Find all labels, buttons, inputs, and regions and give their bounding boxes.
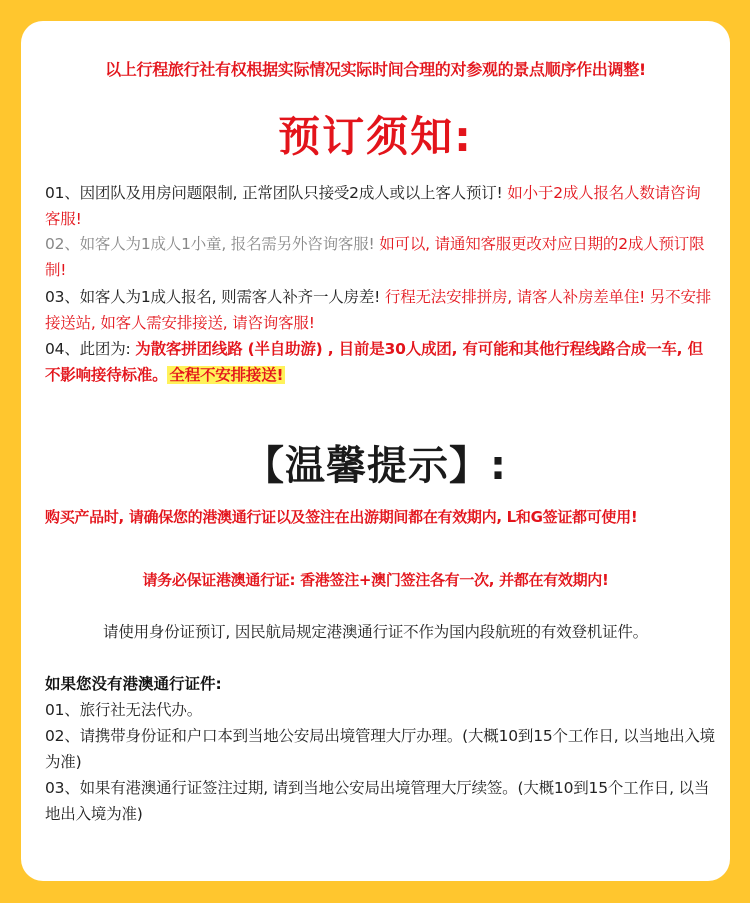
tip-endorsement-requirement: 请务必保证港澳通行证: 香港签注+澳门签注各有一次, 并都在有效期内!	[142, 571, 609, 589]
no-pass-item-3: 03、如果有港澳通行证签注过期, 请到当地公安局出境管理大厅续签。(大概10到15个工作日, 以当地出入境为准)	[45, 779, 710, 823]
booking-item-4	[45, 337, 713, 388]
booking-item-2	[45, 232, 713, 283]
no-pass-item-2: 02、请携带身份证和户口本到当地公安局出境管理大厅办理。(大概10到15个工作日, 以当地出入境为准)	[45, 727, 715, 771]
booking-item-1-red: 如小于2成人报名人数请咨询客服!	[45, 184, 701, 228]
no-pass-heading: 如果您没有港澳通行证件:	[45, 675, 222, 693]
tip-id-card-booking: 请使用身份证预订, 因民航局规定港澳通行证不作为国内段航班的有效登机证件。	[103, 623, 648, 641]
booking-item-3-red: 行程无法安排拼房, 请客人补房差单住! 另不安排接送站, 如客人需安排接送, 请咨询客服!	[45, 288, 712, 332]
booking-item-2-text: 02、如客人为1成人1小童, 报名需另外咨询客服!	[45, 235, 380, 253]
no-pass-item-1: 01、旅行社无法代办。	[45, 701, 203, 719]
no-transfer-highlight: 全程不安排接送!	[169, 365, 284, 384]
booking-item-1	[45, 181, 713, 232]
booking-item-2-red: 如可以, 请通知客服更改对应日期的2成人预订限制!	[45, 235, 705, 279]
notice-card	[21, 21, 730, 881]
booking-item-3	[45, 285, 713, 336]
tips-title: 【温馨提示】:	[244, 443, 507, 489]
booking-item-4-text: 04、此团为:	[45, 340, 136, 358]
tip-passport-validity: 购买产品时, 请确保您的港澳通行证以及签注在出游期间都在有效期内, L和G签证都可使用!	[45, 508, 638, 526]
booking-item-4-bold-red: 为散客拼团线路 (半自助游) , 目前是30人成团, 有可能和其他行程线路合成一车, 但不影响接待标准。	[45, 340, 703, 384]
booking-item-3-text: 03、如客人为1成人报名, 则需客人补齐一人房差!	[45, 288, 385, 306]
itinerary-adjustment-notice: 以上行程旅行社有权根据实际情况实际时间合理的对参观的景点顺序作出调整!	[105, 60, 646, 79]
booking-notice-title: 预订须知:	[278, 112, 473, 161]
booking-item-1-text: 01、因团队及用房问题限制, 正常团队只接受2成人或以上客人预订!	[45, 184, 508, 202]
